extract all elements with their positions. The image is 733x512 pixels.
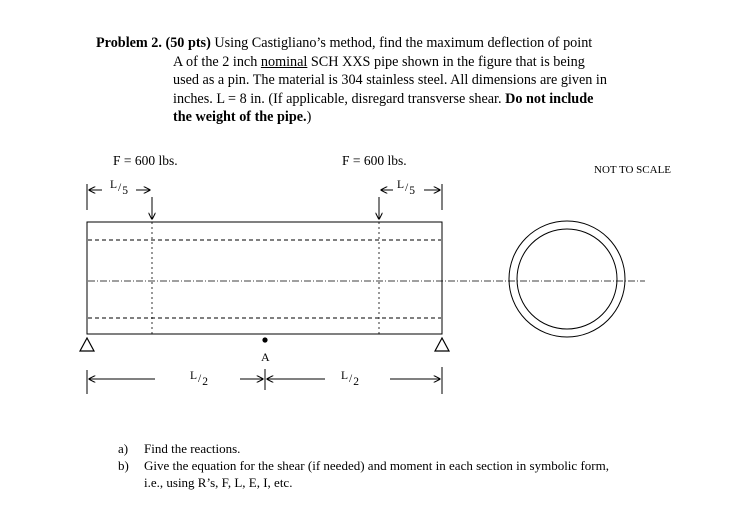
- part-b: b) Give the equation for the shear (if needed) and moment in each section in symbolic form,: [118, 458, 609, 473]
- dim-label-bottom-left: L/2: [190, 370, 208, 388]
- problem-line-4: inches. L = 8 in. (If applicable, disregard transverse shear. Do not include: [173, 90, 594, 107]
- point-a-label: A: [261, 350, 270, 364]
- force-label-left: F = 600 lbs.: [113, 153, 178, 168]
- nominal-underlined: nominal: [260, 53, 308, 70]
- pin-support-right: [435, 338, 449, 351]
- part-a: a) Find the reactions.: [118, 441, 241, 456]
- not-to-scale-label: NOT TO SCALE: [594, 164, 672, 176]
- dim-label-top-right: L/5: [397, 179, 415, 197]
- pipe-cross-section-inner: [517, 229, 617, 329]
- dim-label-bottom-right: L/2: [341, 370, 359, 388]
- problem-line-2: A of the 2 inch nominal SCH XXS pipe shown in the figure that is being: [173, 53, 585, 70]
- problem-line-3: used as a pin. The material is 304 stainless steel. All dimensions are given in: [173, 72, 607, 89]
- part-b-continued: i.e., using R’s, F, L, E, I, etc.: [144, 475, 293, 490]
- dim-label-top-left: L/5: [110, 179, 128, 197]
- problem-label: Problem 2. (50 pts): [96, 35, 211, 51]
- problem-line-1: Problem 2. (50 pts) Using Castigliano’s method, find the maximum deflection of point: [96, 35, 593, 51]
- force-label-right: F = 600 lbs.: [342, 153, 407, 168]
- pin-support-left: [80, 338, 94, 351]
- question-parts: [118, 440, 609, 491]
- pipe-cross-section-outer: [509, 221, 625, 337]
- point-a-dot: [262, 337, 267, 342]
- problem-line-5: the weight of the pipe.): [173, 109, 312, 126]
- pipe-outline: [87, 222, 442, 334]
